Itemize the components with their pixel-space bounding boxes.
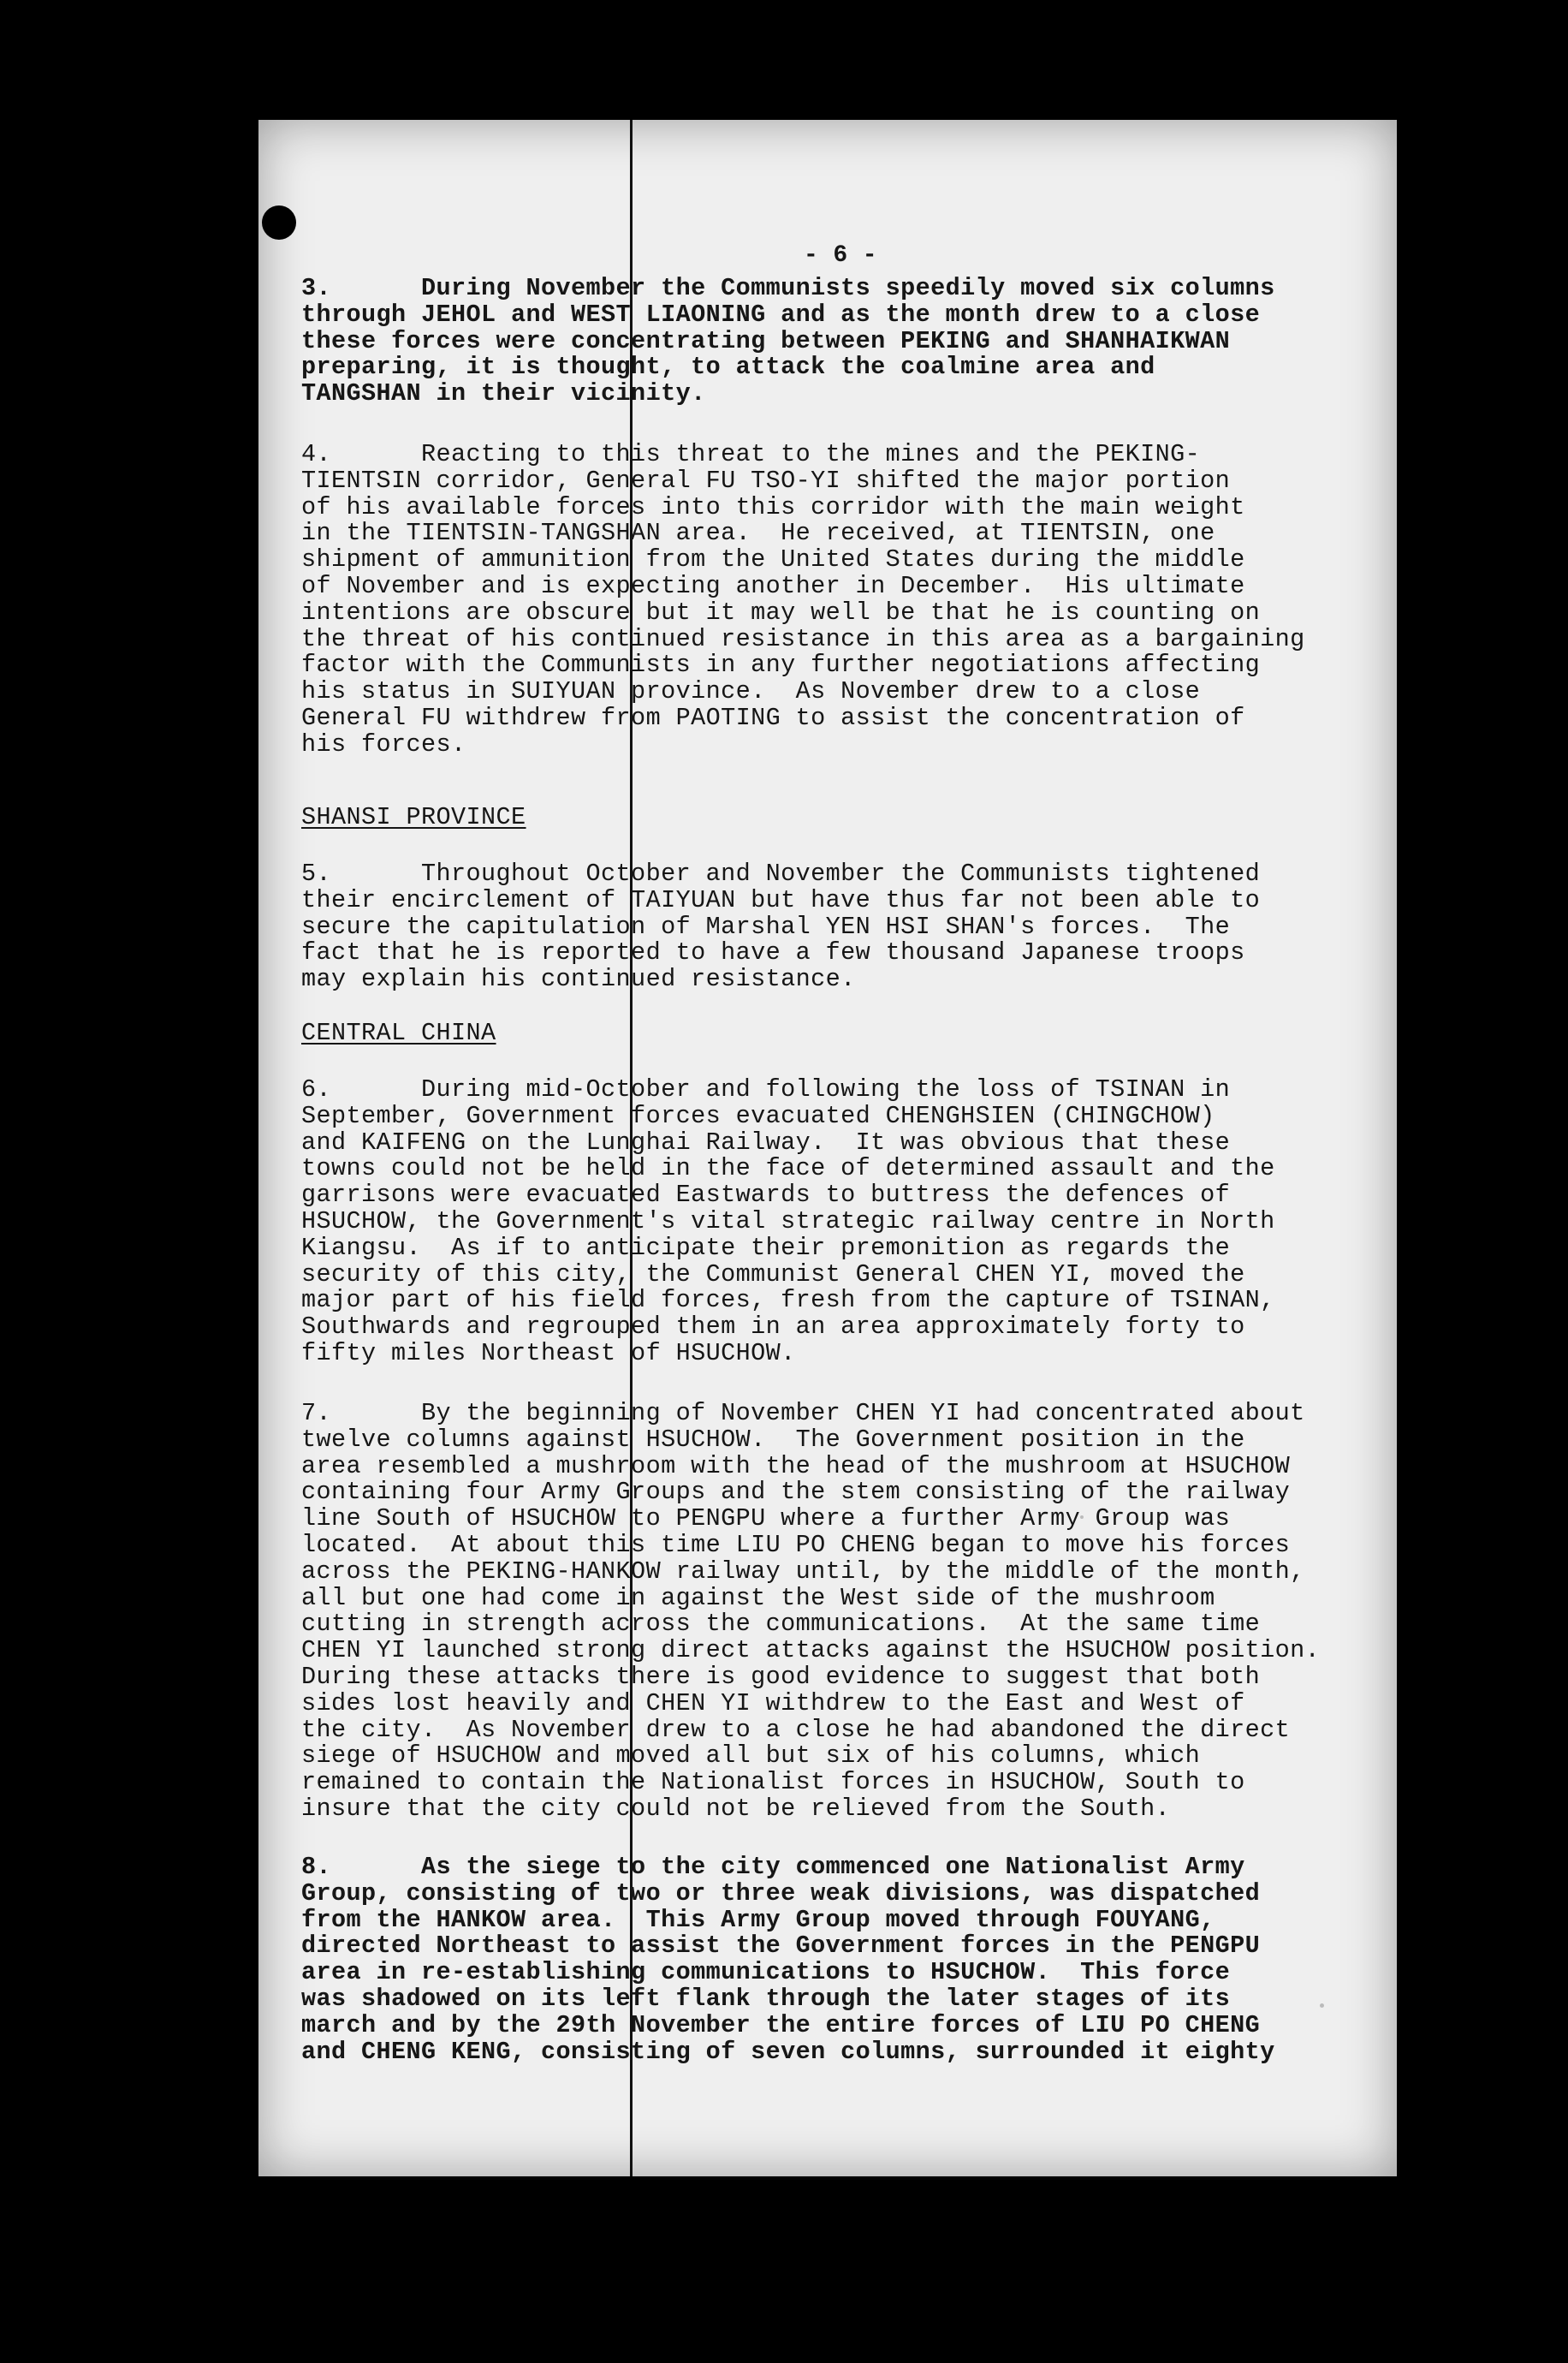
text-line: his status in SUIYUAN province. As November drew to a close <box>301 677 1201 706</box>
dust-speck <box>1320 2003 1324 2008</box>
text-line: HSUCHOW, the Government's vital strategic railway centre in North <box>301 1206 1275 1235</box>
text-line: sides lost heavily and CHEN YI withdrew to the East and West of <box>301 1688 1245 1717</box>
text-line: the threat of his continued resistance in this area as a bargaining <box>301 624 1305 653</box>
text-line: these forces were concentrating between PEKING and SHANHAIKWAN <box>301 326 1231 355</box>
text-line: insure that the city could not be relieved from the South. <box>301 1794 1171 1823</box>
text-line: area resembled a mushroom with the head of the mushroom at HSUCHOW <box>301 1451 1291 1480</box>
text-line: of his available forces into this corridor with the main weight <box>301 492 1245 521</box>
text-line: September, Government forces evacuated CHENGHSIEN (CHINGCHOW) <box>301 1101 1215 1130</box>
text-line: major part of his field forces, fresh from the capture of TSINAN, <box>301 1286 1275 1315</box>
text-line: intentions are obscure but it may well be that he is counting on <box>301 598 1261 627</box>
text-line: garrisons were evacuated Eastwards to buttress the defences of <box>301 1181 1231 1210</box>
text-line: Kiangsu. As if to anticipate their premonition as regards the <box>301 1233 1231 1262</box>
text-line: Southwards and regrouped them in an area approximately forty to <box>301 1312 1245 1342</box>
text-line: may explain his continued resistance. <box>301 965 856 994</box>
text-line: security of this city, the Communist General CHEN YI, moved the <box>301 1259 1245 1289</box>
text-line: cutting in strength across the communications. At the same time <box>301 1610 1261 1639</box>
text-line: TIENTSIN corridor, General FU TSO-YI shifted the major portion <box>301 466 1231 495</box>
punch-hole <box>262 205 296 240</box>
text-line: 3. During November the Communists speedily moved six columns <box>301 274 1275 302</box>
text-line: twelve columns against HSUCHOW. The Government position in the <box>301 1425 1245 1454</box>
text-line: fifty miles Northeast of HSUCHOW. <box>301 1338 796 1367</box>
text-line: CHEN YI launched strong direct attacks against the HSUCHOW position. <box>301 1636 1321 1665</box>
section-heading: CENTRAL CHINA <box>301 1019 496 1047</box>
text-line: directed Northeast to assist the Government forces in the PENGPU <box>301 1931 1261 1961</box>
text-line: shipment of ammunition from the United States during the middle <box>301 545 1245 574</box>
text-line: towns could not be held in the face of determined assault and the <box>301 1154 1275 1183</box>
paragraph-4 <box>301 442 1305 759</box>
page-number: - 6 - <box>803 242 877 269</box>
text-line: in the TIENTSIN-TANGSHAN area. He received, at TIENTSIN, one <box>301 519 1215 548</box>
text-line: area in re-establishing communications to HSUCHOW. This force <box>301 1958 1231 1987</box>
text-line: 5. Throughout October and November the Communists tightened <box>301 860 1261 888</box>
text-line: 6. During mid-October and following the loss of TSINAN in <box>301 1075 1231 1104</box>
text-line: remained to contain the Nationalist forces in HSUCHOW, South to <box>301 1768 1245 1797</box>
text-line: and CHENG KENG, consisting of seven columns, surrounded it eighty <box>301 2037 1275 2066</box>
document-page <box>258 120 1397 2176</box>
paragraph-3 <box>301 276 1275 408</box>
text-line: During these attacks there is good evidence to suggest that both <box>301 1662 1261 1691</box>
text-line: secure the capitulation of Marshal YEN HSI SHAN's forces. The <box>301 912 1231 941</box>
text-line: fact that he is reported to have a few thousand Japanese troops <box>301 938 1245 967</box>
text-line: of November and is expecting another in December. His ultimate <box>301 571 1245 600</box>
text-line: all but one had come in against the West side of the mushroom <box>301 1583 1215 1612</box>
text-line: factor with the Communists in any further negotiations affecting <box>301 651 1261 680</box>
text-line: 7. By the beginning of November CHEN YI had concentrated about <box>301 1399 1305 1427</box>
text-line: line South of HSUCHOW to PENGPU where a further Army Group was <box>301 1504 1231 1533</box>
text-line: the city. As November drew to a close he had abandoned the direct <box>301 1715 1291 1744</box>
text-line: siege of HSUCHOW and moved all but six of his columns, which <box>301 1741 1201 1771</box>
text-line: was shadowed on its left flank through the later stages of its <box>301 1984 1231 2013</box>
paragraph-7 <box>301 1401 1320 1823</box>
text-line: from the HANKOW area. This Army Group moved through FOUYANG, <box>301 1905 1215 1934</box>
text-line: across the PEKING-HANKOW railway until, by the middle of the month, <box>301 1556 1305 1586</box>
paragraph-5 <box>301 861 1260 993</box>
text-line: TANGSHAN in their vicinity. <box>301 379 706 408</box>
text-line: and KAIFENG on the Lunghai Railway. It was obvious that these <box>301 1128 1231 1157</box>
paragraph-8 <box>301 1854 1275 2065</box>
text-line: through JEHOL and WEST LIAONING and as the month drew to a close <box>301 300 1261 329</box>
text-line: located. At about this time LIU PO CHENG began to move his forces <box>301 1530 1291 1559</box>
text-line: General FU withdrew from PAOTING to assist the concentration of <box>301 703 1245 732</box>
text-line: his forces. <box>301 729 466 759</box>
text-line: 4. Reacting to this threat to the mines and the PEKING- <box>301 440 1201 468</box>
section-heading-central-china <box>301 1021 496 1047</box>
paragraph-6 <box>301 1077 1275 1367</box>
section-heading-shansi <box>301 805 526 831</box>
text-line: containing four Army Groups and the stem consisting of the railway <box>301 1478 1291 1507</box>
section-heading: SHANSI PROVINCE <box>301 803 526 831</box>
text-line: march and by the 29th November the entire forces of LIU PO CHENG <box>301 2010 1261 2039</box>
text-line: preparing, it is thought, to attack the coalmine area and <box>301 353 1155 382</box>
text-line: their encirclement of TAIYUAN but have thus far not been able to <box>301 885 1261 914</box>
text-line: Group, consisting of two or three weak divisions, was dispatched <box>301 1878 1261 1908</box>
text-line: 8. As the siege to the city commenced one Nationalist Army <box>301 1853 1245 1881</box>
